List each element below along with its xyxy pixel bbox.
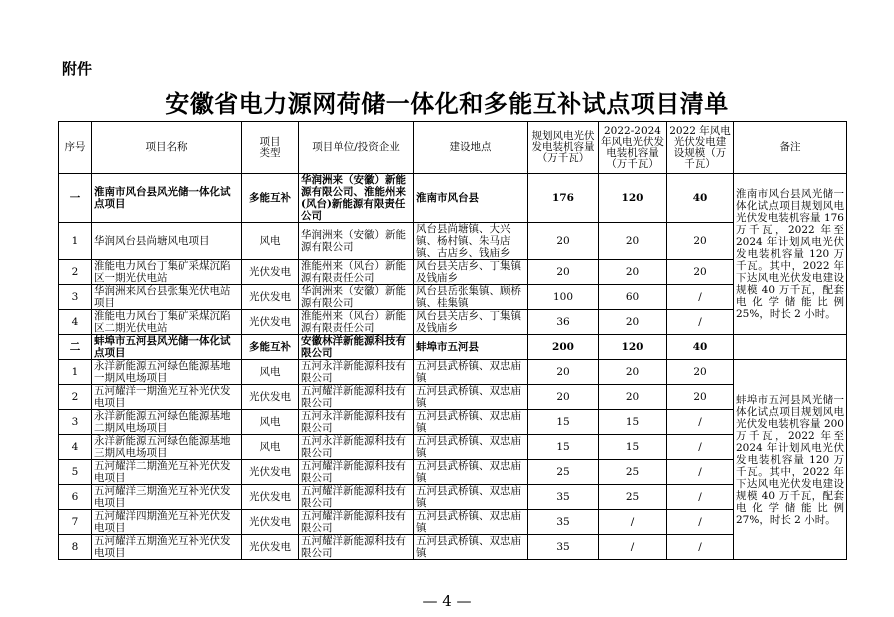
cell-y2022-2024: 25 [599,485,667,510]
summary-cell-y2022: 40 [667,174,734,223]
header-seq: 序号 [59,122,92,174]
cell-y2022: 20 [667,385,734,410]
cell-y2022: 20 [667,223,734,260]
cell-planned: 20 [528,360,599,385]
cell-type: 光伏发电 [242,485,299,510]
cell-name: 华润风台县尚塘风电项目 [92,223,242,260]
cell-planned: 15 [528,435,599,460]
cell-planned: 20 [528,385,599,410]
cell-owner: 淮能州来（风台）新能源有限责任公司 [299,310,414,335]
header-remark: 备注 [734,122,847,174]
cell-owner: 华润洲来（安徽）新能源有限公司 [299,223,414,260]
header-location: 建设地点 [414,122,528,174]
table-row [59,360,847,385]
table-row [59,260,847,285]
header-2022-2024: 2022-2024 年风电光伏发电装机容量（万千瓦） [599,122,667,174]
cell-location: 五河县武桥镇、双忠庙镇 [414,410,528,435]
table-row-group-summary [59,335,847,360]
cell-y2022: / [667,435,734,460]
cell-name: 华润洲来风台县张集光伏电站项目 [92,285,242,310]
cell-seq: 3 [59,410,92,435]
table-row [59,285,847,310]
cell-location: 风台县关店乡、丁集镇及钱庙乡 [414,260,528,285]
cell-seq: 6 [59,485,92,510]
cell-location: 风台县关店乡、丁集镇及钱庙乡 [414,310,528,335]
cell-planned: 35 [528,535,599,560]
summary-cell-location: 淮南市风台县 [414,174,528,223]
table-row [59,310,847,335]
cell-seq: 2 [59,260,92,285]
project-table [58,121,847,560]
table-row [59,435,847,460]
table-row [59,223,847,260]
header-name: 项目名称 [92,122,242,174]
cell-planned: 35 [528,485,599,510]
header-planned: 规划风电光伏发电装机容量（万千瓦） [528,122,599,174]
cell-location: 五河县武桥镇、双忠庙镇 [414,360,528,385]
cell-seq: 7 [59,510,92,535]
cell-seq: 1 [59,360,92,385]
remark-cell-empty [734,335,847,360]
cell-type: 光伏发电 [242,260,299,285]
cell-location: 风台县尚塘镇、大兴镇、杨村镇、朱马店镇、古店乡、钱庙乡 [414,223,528,260]
cell-type: 光伏发电 [242,385,299,410]
cell-planned: 35 [528,510,599,535]
cell-name: 永洋新能源五河绿色能源基地一期风电场项目 [92,360,242,385]
summary-cell-type: 多能互补 [242,174,299,223]
cell-y2022-2024: / [599,535,667,560]
page-number: — 4 — [422,592,472,610]
cell-location: 风台县岳张集镇、顾桥镇、桂集镇 [414,285,528,310]
cell-name: 淮能电力风台丁集矿采煤沉陷区二期光伏电站 [92,310,242,335]
cell-location: 五河县武桥镇、双忠庙镇 [414,385,528,410]
table-row [59,485,847,510]
cell-planned: 100 [528,285,599,310]
cell-owner: 五河耀洋新能源科技有限公司 [299,460,414,485]
cell-y2022: 20 [667,360,734,385]
table-row [59,385,847,410]
summary-cell-owner: 华润洲来（安徽）新能源有限公司、淮能州来(风台)新能源有限责任公司 [299,174,414,223]
summary-cell-seq: 二 [59,335,92,360]
cell-owner: 华润洲来（安徽）新能源有限公司 [299,285,414,310]
cell-planned: 36 [528,310,599,335]
summary-cell-y2022: 40 [667,335,734,360]
cell-name: 五河耀洋一期渔光互补光伏发电项目 [92,385,242,410]
cell-location: 五河县武桥镇、双忠庙镇 [414,460,528,485]
summary-cell-name: 淮南市风台县风光储一体化试点项目 [92,174,242,223]
cell-location: 五河县武桥镇、双忠庙镇 [414,535,528,560]
remark-cell: 淮南市风台县风光储一体化试点项目规划风电光伏发电装机容量 176 万千瓦，2022 年至 2024 年计划风电光伏发电装机容量 120 万千瓦。其中，2022 年下达风电光伏发电建设规模 40 万千瓦，配套电化学储能比例 25%，时长 2 小时。 [734,174,847,335]
cell-y2022-2024: 60 [599,285,667,310]
cell-type: 风电 [242,223,299,260]
cell-seq: 1 [59,223,92,260]
cell-type: 光伏发电 [242,535,299,560]
cell-planned: 25 [528,460,599,485]
cell-y2022-2024: 20 [599,260,667,285]
header-owner: 项目单位/投资企业 [299,122,414,174]
cell-location: 五河县武桥镇、双忠庙镇 [414,510,528,535]
cell-name: 五河耀洋五期渔光互补光伏发电项目 [92,535,242,560]
cell-owner: 五河耀洋新能源科技有限公司 [299,510,414,535]
cell-seq: 8 [59,535,92,560]
cell-owner: 五河永洋新能源科技有限公司 [299,360,414,385]
cell-y2022-2024: 20 [599,385,667,410]
table-row [59,535,847,560]
cell-name: 五河耀洋三期渔光互补光伏发电项目 [92,485,242,510]
attachment-label: 附件 [62,60,93,78]
cell-type: 光伏发电 [242,510,299,535]
cell-y2022-2024: 15 [599,435,667,460]
cell-y2022-2024: / [599,510,667,535]
cell-type: 光伏发电 [242,460,299,485]
cell-owner: 五河耀洋新能源科技有限公司 [299,485,414,510]
cell-location: 五河县武桥镇、双忠庙镇 [414,485,528,510]
remark-cell: 蚌埠市五河县风光储一体化试点项目规划风电光伏发电装机容量 200 万千瓦，2022 年至 2024 年计划风电光伏发电装机容量 120 万千瓦。其中，2022 年下达风电光伏发电建设规模 40 万千瓦，配套电化学储能比例 27%，时长 2 小时。 [734,360,847,560]
cell-type: 风电 [242,435,299,460]
cell-seq: 4 [59,310,92,335]
summary-cell-owner: 安徽林洋新能源科技有限公司 [299,335,414,360]
cell-y2022-2024: 20 [599,223,667,260]
cell-name: 五河耀洋四期渔光互补光伏发电项目 [92,510,242,535]
cell-name: 淮能电力风台丁集矿采煤沉陷区一期光伏电站 [92,260,242,285]
table-row [59,510,847,535]
header-2022: 2022 年风电光伏发电建设规模（万千瓦） [667,122,734,174]
table-header-row [59,122,847,174]
cell-seq: 2 [59,385,92,410]
cell-y2022: / [667,535,734,560]
cell-planned: 20 [528,223,599,260]
summary-cell-name: 蚌埠市五河县风光储一体化试点项目 [92,335,242,360]
cell-type: 光伏发电 [242,285,299,310]
table-row [59,460,847,485]
cell-y2022: / [667,310,734,335]
cell-y2022-2024: 20 [599,360,667,385]
cell-name: 永洋新能源五河绿色能源基地三期风电场项目 [92,435,242,460]
cell-type: 风电 [242,410,299,435]
summary-cell-type: 多能互补 [242,335,299,360]
cell-name: 五河耀洋二期渔光互补光伏发电项目 [92,460,242,485]
cell-planned: 15 [528,410,599,435]
summary-cell-seq: 一 [59,174,92,223]
summary-cell-planned: 176 [528,174,599,223]
summary-cell-location: 蚌埠市五河县 [414,335,528,360]
document-title: 安徽省电力源网荷储一体化和多能互补试点项目清单 [165,89,729,118]
cell-owner: 五河耀洋新能源科技有限公司 [299,535,414,560]
table-row [59,410,847,435]
cell-owner: 五河耀洋新能源科技有限公司 [299,385,414,410]
summary-cell-y2022-2024: 120 [599,174,667,223]
cell-name: 永洋新能源五河绿色能源基地二期风电场项目 [92,410,242,435]
cell-y2022-2024: 15 [599,410,667,435]
header-type: 项目 类型 [242,122,299,174]
cell-type: 风电 [242,360,299,385]
cell-y2022: / [667,485,734,510]
cell-y2022: / [667,410,734,435]
cell-planned: 20 [528,260,599,285]
cell-seq: 3 [59,285,92,310]
cell-type: 光伏发电 [242,310,299,335]
summary-cell-y2022-2024: 120 [599,335,667,360]
cell-y2022: / [667,510,734,535]
cell-seq: 4 [59,435,92,460]
cell-y2022: / [667,285,734,310]
summary-cell-planned: 200 [528,335,599,360]
cell-location: 五河县武桥镇、双忠庙镇 [414,435,528,460]
cell-seq: 5 [59,460,92,485]
cell-y2022-2024: 25 [599,460,667,485]
cell-y2022: / [667,460,734,485]
cell-owner: 五河永洋新能源科技有限公司 [299,435,414,460]
cell-owner: 五河永洋新能源科技有限公司 [299,410,414,435]
table-row-group-summary [59,174,847,223]
cell-y2022: 20 [667,260,734,285]
cell-owner: 淮能州来（风台）新能源有限责任公司 [299,260,414,285]
cell-y2022-2024: 20 [599,310,667,335]
